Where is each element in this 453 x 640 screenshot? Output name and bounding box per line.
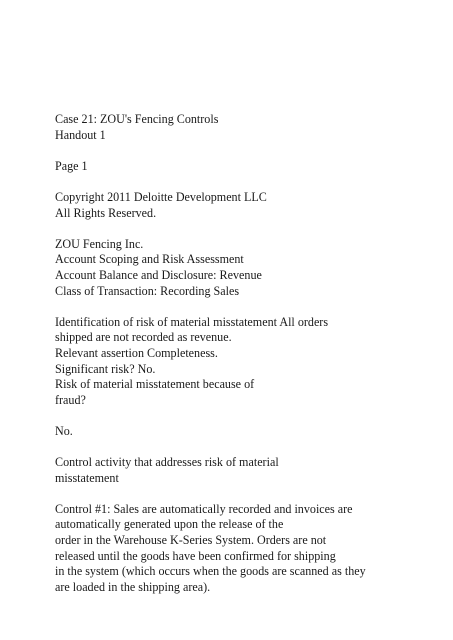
copyright-line: Copyright 2011 Deloitte Development LLC — [55, 189, 267, 204]
handout-label: Handout 1 — [55, 127, 106, 142]
case-title: Case 21: ZOU's Fencing Controls — [55, 112, 219, 126]
fraud-answer: No. — [55, 423, 73, 438]
scoping-line: Account Scoping and Risk Assessment — [55, 252, 244, 267]
copyright-block — [55, 190, 415, 221]
fraud-answer-block — [55, 424, 415, 440]
risk-line-2: shipped are not recorded as revenue. — [55, 330, 232, 345]
control-1-line-4: released until the goods have been confirmed for shipping — [55, 548, 336, 563]
account-balance-line: Account Balance and Disclosure: Revenue — [55, 267, 262, 282]
control-1-line-6: are loaded in the shipping area). — [55, 579, 211, 594]
rights-line: All Rights Reserved. — [55, 205, 157, 220]
title-block — [55, 112, 415, 143]
risk-line-1: Identification of risk of material misstatement All orders — [55, 314, 329, 329]
control-1-block — [55, 502, 415, 596]
control-activity-heading-block — [55, 455, 415, 486]
page-label: Page 1 — [55, 158, 88, 173]
fraud-risk-line-1: Risk of material misstatement because of — [55, 377, 255, 392]
company-name: ZOU Fencing Inc. — [55, 236, 144, 251]
page-label-block — [55, 159, 415, 175]
control-1-line-3: order in the Warehouse K-Series System. Orders are not — [55, 533, 327, 548]
risk-identification-block — [55, 315, 415, 409]
control-1-line-2: automatically generated upon the release of the — [55, 517, 284, 532]
company-block — [55, 237, 415, 299]
significant-risk-line: Significant risk? No. — [55, 361, 156, 376]
transaction-class-line: Class of Transaction: Recording Sales — [55, 283, 240, 298]
control-1-line-1: Control #1: Sales are automatically recorded and invoices are — [55, 501, 353, 516]
control-activity-heading-2: misstatement — [55, 470, 119, 485]
document-body — [55, 112, 415, 611]
fraud-risk-line-2: fraud? — [55, 392, 86, 407]
control-1-line-5: in the system (which occurs when the goods are scanned as they — [55, 564, 366, 579]
control-activity-heading-1: Control activity that addresses risk of material — [55, 455, 279, 470]
assertion-line: Relevant assertion Completeness. — [55, 345, 218, 360]
